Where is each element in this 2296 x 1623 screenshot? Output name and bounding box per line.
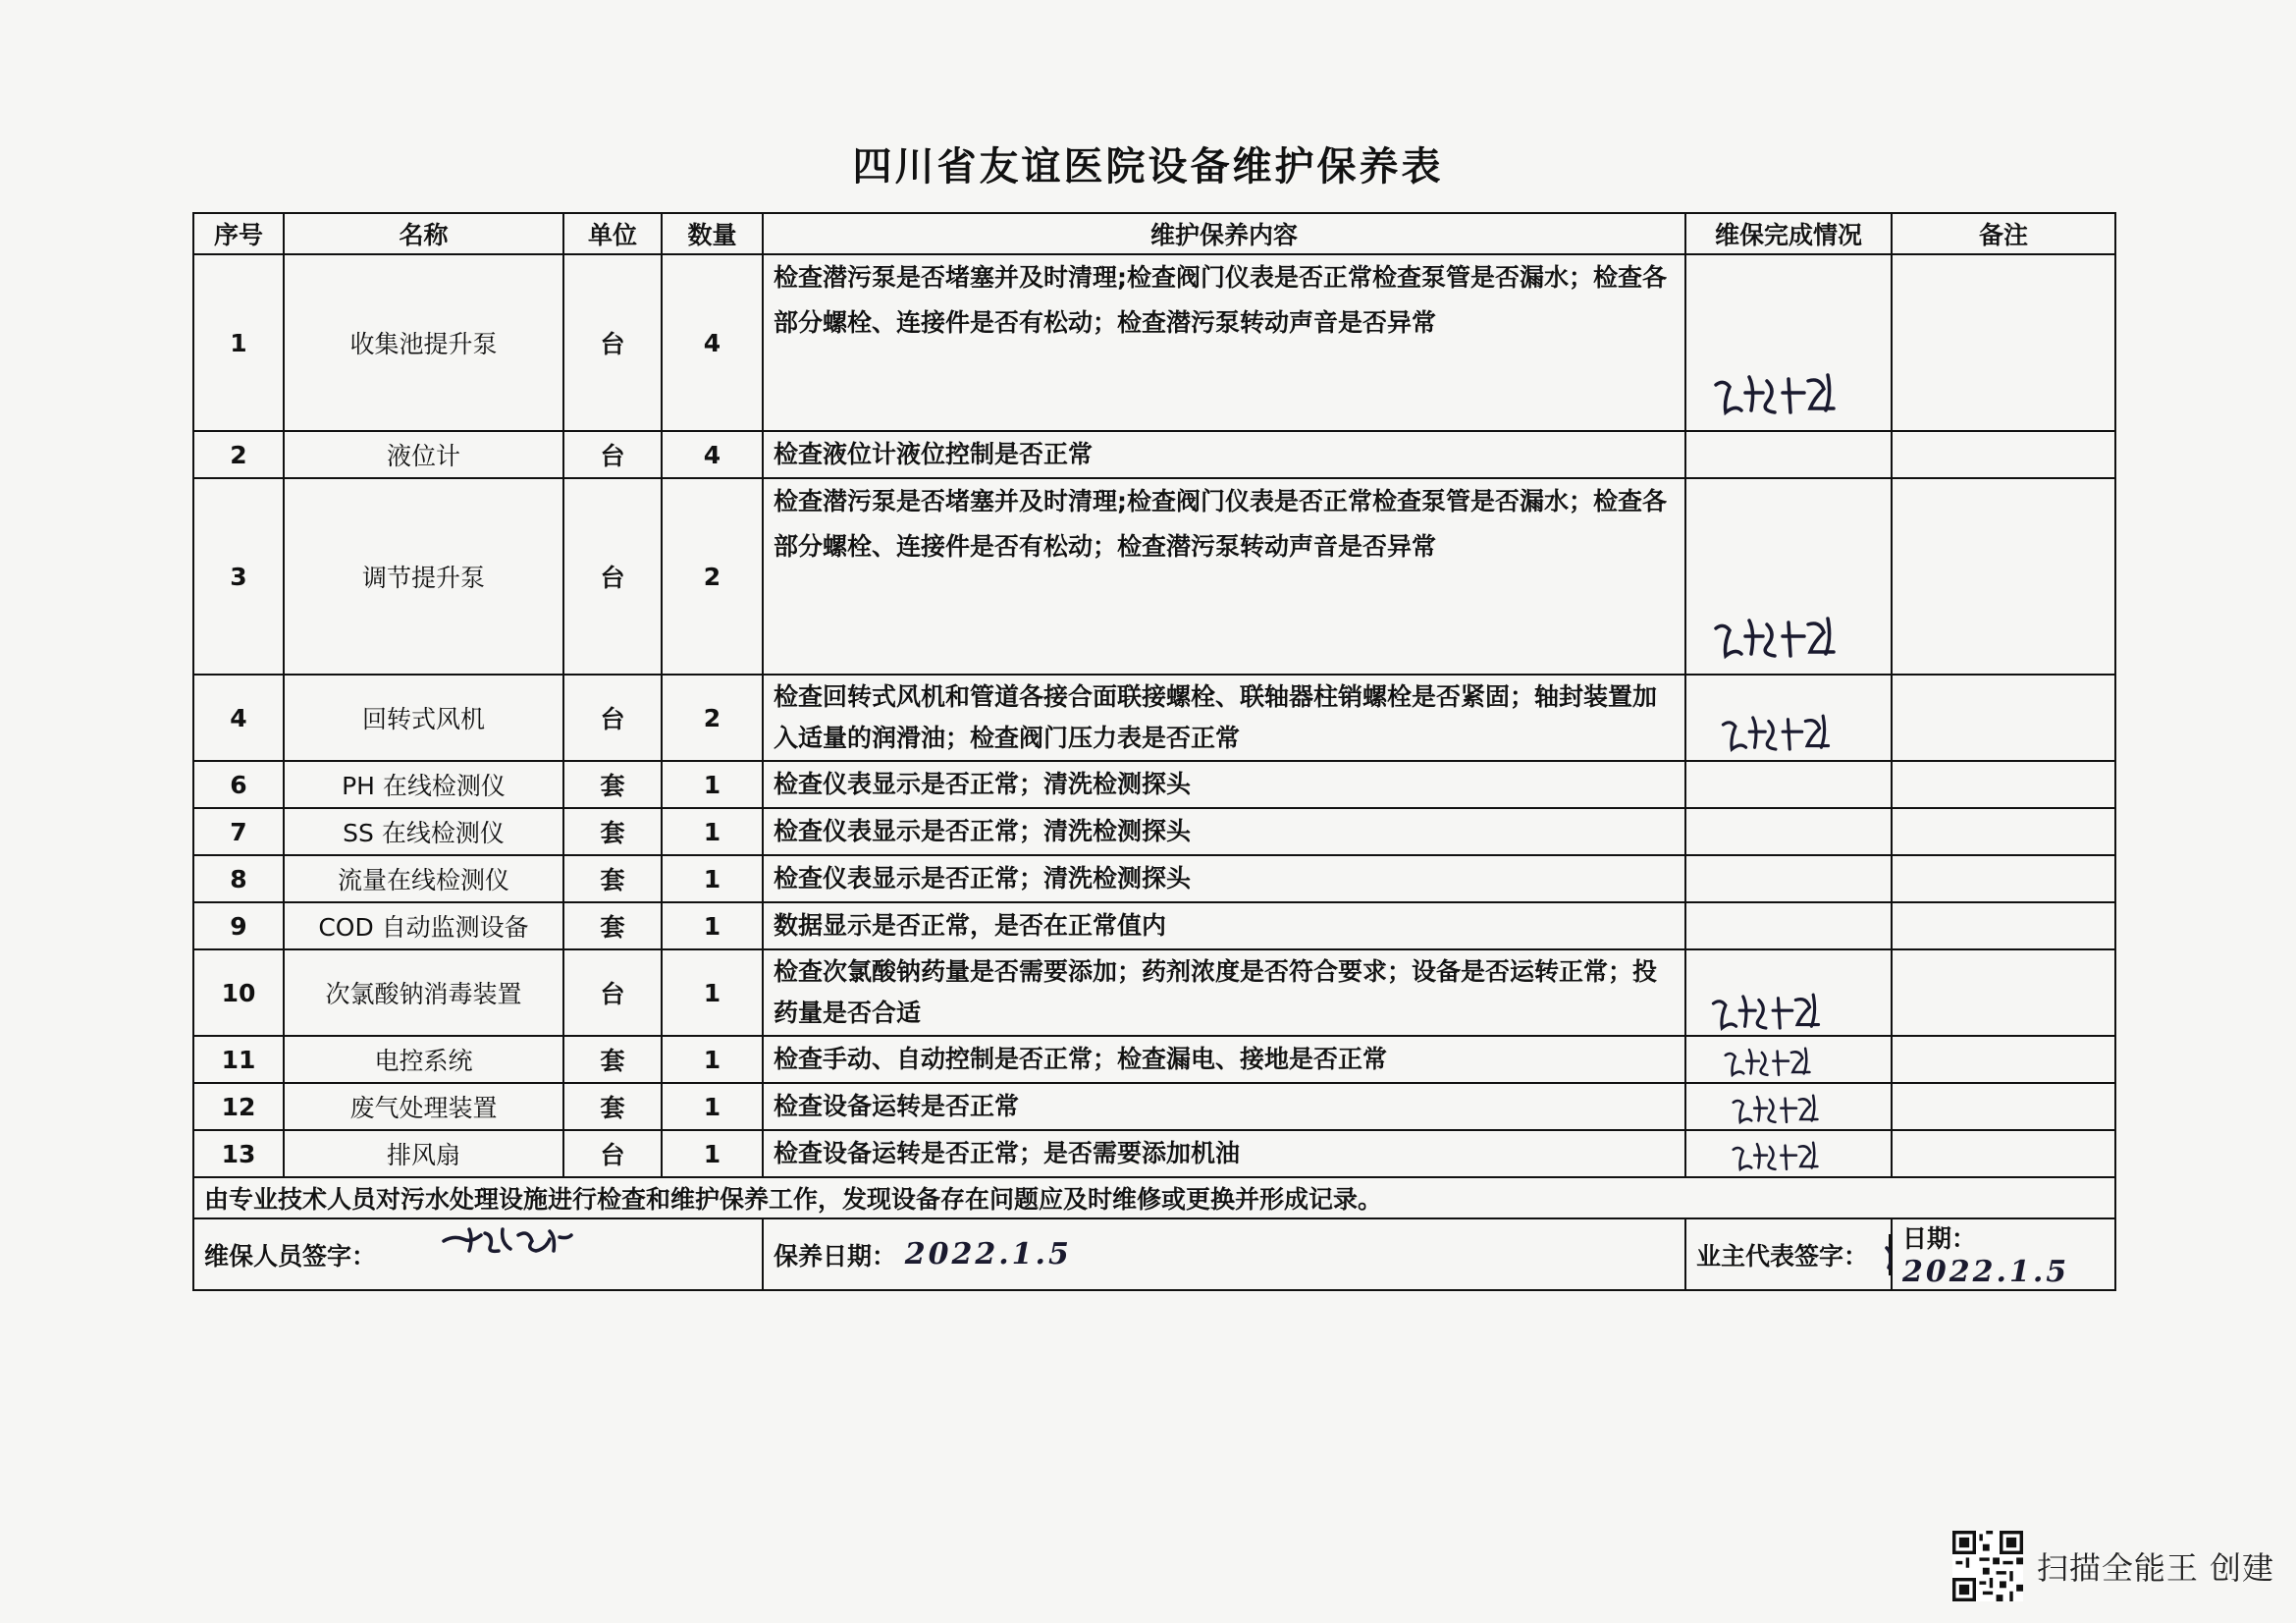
row-no: 3 <box>193 478 284 675</box>
row-name: 调节提升泵 <box>284 478 563 675</box>
row-content: 检查仪表显示是否正常；清洗检测探头 <box>763 761 1685 808</box>
row-remark <box>1892 761 2115 808</box>
row-content: 检查仪表显示是否正常；清洗检测探头 <box>763 808 1685 855</box>
row-status <box>1685 675 1892 761</box>
date-value: 2022.1.5 <box>1902 1255 2070 1289</box>
row-unit: 台 <box>563 254 662 431</box>
maintenance-date-cell <box>763 1218 1685 1290</box>
note-row <box>193 1177 2115 1218</box>
owner-signature-cell <box>1685 1218 1892 1290</box>
row-qty: 1 <box>662 902 763 949</box>
row-status <box>1685 761 1892 808</box>
table-row <box>193 431 2115 478</box>
row-qty: 2 <box>662 478 763 675</box>
row-name: SS 在线检测仪 <box>284 808 563 855</box>
header-qty: 数量 <box>662 213 763 254</box>
row-name: 废气处理装置 <box>284 1083 563 1130</box>
row-no: 13 <box>193 1130 284 1177</box>
row-status <box>1685 808 1892 855</box>
row-no: 7 <box>193 808 284 855</box>
row-qty: 1 <box>662 949 763 1036</box>
row-status <box>1685 902 1892 949</box>
row-unit: 台 <box>563 478 662 675</box>
row-remark <box>1892 855 2115 902</box>
handwritten-status-signature <box>1708 1090 1855 1129</box>
table-row <box>193 1036 2115 1083</box>
row-no: 1 <box>193 254 284 431</box>
row-name: 次氯酸钠消毒装置 <box>284 949 563 1036</box>
row-remark <box>1892 254 2115 431</box>
date-label: 日期： <box>1902 1224 1977 1253</box>
table-row <box>193 1130 2115 1177</box>
header-name: 名称 <box>284 213 563 254</box>
row-qty: 4 <box>662 254 763 431</box>
row-content: 检查仪表显示是否正常；清洗检测探头 <box>763 855 1685 902</box>
row-unit: 套 <box>563 761 662 808</box>
owner-handwritten-signature <box>1883 1236 1892 1273</box>
row-name: COD 自动监测设备 <box>284 902 563 949</box>
row-content: 检查设备运转是否正常；是否需要添加机油 <box>763 1130 1685 1177</box>
row-qty: 1 <box>662 761 763 808</box>
note-text: 由专业技术人员对污水处理设施进行检查和维护保养工作，发现设备存在问题应及时维修或更换并形成记录。 <box>193 1177 2115 1218</box>
handwritten-status-signature <box>1700 988 1847 1036</box>
row-name: 收集池提升泵 <box>284 254 563 431</box>
maintenance-table <box>192 212 2116 1291</box>
table-row <box>193 1083 2115 1130</box>
row-name: 液位计 <box>284 431 563 478</box>
row-remark <box>1892 431 2115 478</box>
row-name: 排风扇 <box>284 1130 563 1177</box>
row-no: 12 <box>193 1083 284 1130</box>
date-cell <box>1892 1218 2115 1290</box>
handwritten-status-signature <box>1710 709 1857 758</box>
handwritten-status-signature <box>1710 611 1857 666</box>
table-row <box>193 761 2115 808</box>
table-row <box>193 855 2115 902</box>
row-content: 检查潜污泵是否堵塞并及时清理;检查阀门仪表是否正常检查泵管是否漏水；检查各部分螺栓、连接件是否有松动；检查潜污泵转动声音是否异常 <box>763 254 1685 431</box>
row-unit: 台 <box>563 675 662 761</box>
row-status <box>1685 254 1892 431</box>
row-name: 回转式风机 <box>284 675 563 761</box>
row-content: 检查次氯酸钠药量是否需要添加；药剂浓度是否符合要求；设备是否运转正常；投药量是否合适 <box>763 949 1685 1036</box>
row-remark <box>1892 949 2115 1036</box>
handwritten-status-signature <box>1700 1043 1847 1082</box>
row-name: PH 在线检测仪 <box>284 761 563 808</box>
maintenance-date-value: 2022.1.5 <box>904 1237 1072 1271</box>
watermark-text: 扫描全能王 创建 <box>2036 1549 2274 1587</box>
row-name: 电控系统 <box>284 1036 563 1083</box>
row-qty: 1 <box>662 1036 763 1083</box>
row-content: 检查手动、自动控制是否正常；检查漏电、接地是否正常 <box>763 1036 1685 1083</box>
row-content: 检查潜污泵是否堵塞并及时清理;检查阀门仪表是否正常检查泵管是否漏水；检查各部分螺栓、连接件是否有松动；检查潜污泵转动声音是否异常 <box>763 478 1685 675</box>
maintainer-signature-cell <box>193 1218 763 1290</box>
row-content: 检查回转式风机和管道各接合面联接螺栓、联轴器柱销螺栓是否紧固；轴封装置加入适量的润滑油；检查阀门压力表是否正常 <box>763 675 1685 761</box>
header-no: 序号 <box>193 213 284 254</box>
row-content: 数据显示是否正常，是否在正常值内 <box>763 902 1685 949</box>
handwritten-status-signature <box>1708 1137 1855 1176</box>
scanner-watermark <box>1952 1531 2274 1601</box>
row-status <box>1685 478 1892 675</box>
row-status <box>1685 1083 1892 1130</box>
row-qty: 1 <box>662 808 763 855</box>
row-name: 流量在线检测仪 <box>284 855 563 902</box>
row-remark <box>1892 1036 2115 1083</box>
maintainer-handwritten-signature <box>440 1221 587 1257</box>
row-unit: 台 <box>563 949 662 1036</box>
row-qty: 4 <box>662 431 763 478</box>
row-remark <box>1892 478 2115 675</box>
row-status <box>1685 1036 1892 1083</box>
row-no: 6 <box>193 761 284 808</box>
signature-row <box>193 1218 2115 1290</box>
qr-code-icon <box>1952 1531 2023 1601</box>
document-title: 四川省友谊医院设备维护保养表 <box>852 144 1444 189</box>
owner-label: 业主代表签字： <box>1696 1241 1869 1271</box>
table-row <box>193 675 2115 761</box>
row-no: 8 <box>193 855 284 902</box>
row-unit: 台 <box>563 1130 662 1177</box>
table-row <box>193 949 2115 1036</box>
row-remark <box>1892 902 2115 949</box>
row-qty: 1 <box>662 1130 763 1177</box>
row-no: 2 <box>193 431 284 478</box>
handwritten-status-signature <box>1710 367 1857 422</box>
table-row <box>193 902 2115 949</box>
header-remark: 备注 <box>1892 213 2115 254</box>
row-remark <box>1892 1130 2115 1177</box>
row-remark <box>1892 1083 2115 1130</box>
row-unit: 套 <box>563 855 662 902</box>
row-status <box>1685 1130 1892 1177</box>
row-remark <box>1892 675 2115 761</box>
header-content: 维护保养内容 <box>763 213 1685 254</box>
table-row <box>193 254 2115 431</box>
row-no: 9 <box>193 902 284 949</box>
table-row <box>193 478 2115 675</box>
row-status <box>1685 855 1892 902</box>
row-content: 检查液位计液位控制是否正常 <box>763 431 1685 478</box>
row-unit: 套 <box>563 1036 662 1083</box>
row-status <box>1685 949 1892 1036</box>
row-no: 11 <box>193 1036 284 1083</box>
row-status <box>1685 431 1892 478</box>
header-unit: 单位 <box>563 213 662 254</box>
maintenance-date-label: 保养日期： <box>774 1241 897 1271</box>
maintainer-label: 维保人员签字： <box>204 1241 377 1271</box>
row-content: 检查设备运转是否正常 <box>763 1083 1685 1130</box>
table-header-row <box>193 213 2115 254</box>
table-row <box>193 808 2115 855</box>
row-remark <box>1892 808 2115 855</box>
row-qty: 1 <box>662 855 763 902</box>
row-unit: 套 <box>563 1083 662 1130</box>
row-unit: 台 <box>563 431 662 478</box>
row-no: 4 <box>193 675 284 761</box>
row-qty: 1 <box>662 1083 763 1130</box>
row-no: 10 <box>193 949 284 1036</box>
row-unit: 套 <box>563 902 662 949</box>
header-status: 维保完成情况 <box>1685 213 1892 254</box>
row-qty: 2 <box>662 675 763 761</box>
row-unit: 套 <box>563 808 662 855</box>
